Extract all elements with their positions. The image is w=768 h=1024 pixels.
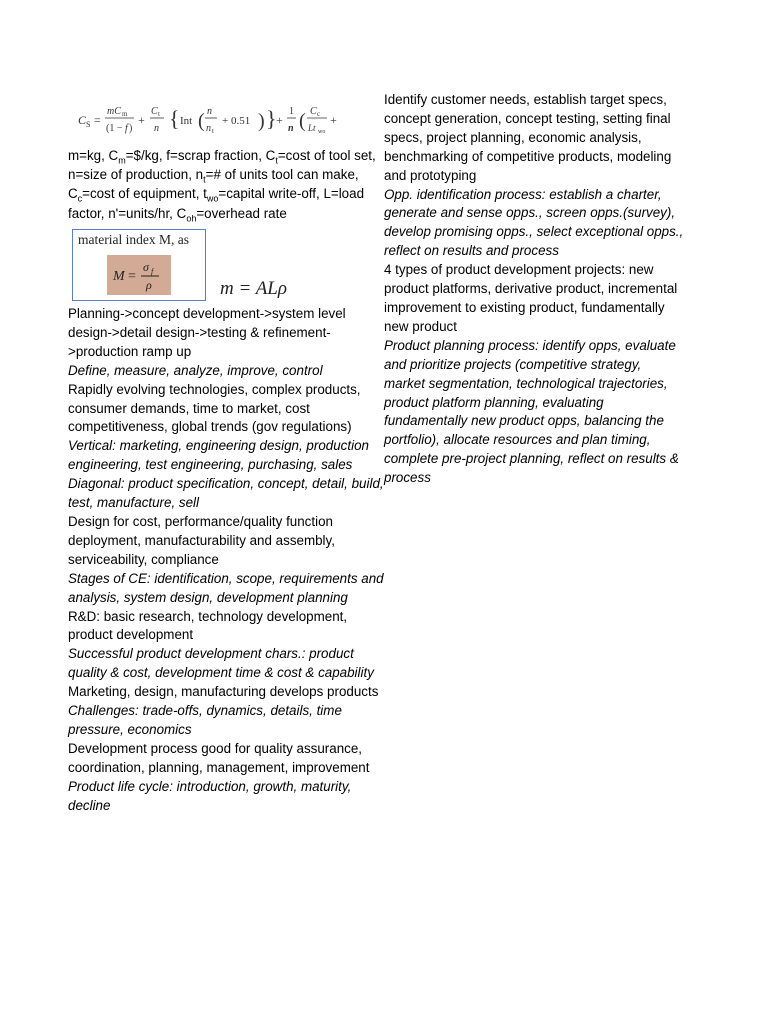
cost-formula-image: [76, 98, 346, 140]
svg-text:σ: σ: [143, 260, 149, 274]
svg-text:C: C: [151, 106, 158, 117]
svg-text:1: 1: [289, 106, 294, 117]
text-paragraph: Vertical: marketing, engineering design, production engineering, test engineering, purchasing, sales: [68, 438, 369, 473]
svg-text:ρ: ρ: [146, 278, 152, 292]
text-paragraph: Design for cost, performance/quality function deployment, manufacturability and assembly, serviceability, compliance: [68, 513, 335, 567]
text-paragraph: Planning->concept development->system level design->detail design->testing & refinement->production ramp up: [68, 306, 346, 359]
svg-text:m: m: [122, 110, 128, 118]
text-paragraph: Opp. identification process: establish a charter, generate and sense opps., screen opps.(survey), develop promising opps., select exceptional opps., reflect on results and process: [384, 186, 684, 259]
text-paragraph: Product life cycle: introduction, growth, maturity, decline: [68, 778, 352, 813]
text-paragraph: Challenges: trade-offs, dynamics, details, time pressure, economics: [68, 703, 342, 737]
formula-notation: m=kg, $C_m=\$/kg$, f=scrap fraction, $C_t=\cos t$ of tool set, n=size of production, $n_t=\#$ of units tool can make, $C_c=\cos t$ of equipment, $t_{wo}=capital$ write-off, L=load factor, n'=units/hr, $C_{oh}=overhead$ rate: [68, 148, 376, 224]
svg-text:(: (: [299, 110, 306, 132]
svg-text:(1 −: (1 −: [106, 123, 123, 134]
svg-text:C: C: [78, 113, 87, 127]
svg-text:+: +: [138, 113, 145, 127]
material-index-title: material index M, as: [78, 232, 189, 247]
svg-text:n: n: [154, 123, 159, 134]
svg-text:}: }: [266, 106, 277, 131]
svg-text:n: n: [288, 123, 294, 134]
text-paragraph: R&D: basic research, technology development, product development: [68, 608, 348, 643]
text-paragraph: Product planning process: identify opps, evaluate and prioritize projects (competitive strategy, market segmentation, technological trajectories, product platform planning, evaluating fundamentally new product opps, balancing the portfolio), allocate resources and plan timing, complete pre-project planning, reflect on results & process: [384, 337, 679, 486]
svg-text:): ): [129, 123, 133, 134]
svg-text:Lt: Lt: [308, 123, 316, 133]
svg-text:n: n: [207, 106, 212, 117]
svg-text:(: (: [198, 110, 205, 132]
text-paragraph: 4 types of product development projects: new product platforms, derivative product, incremental improvement to existing product, fundamentally new product: [384, 262, 678, 334]
text-paragraph: Define, measure, analyze, improve, control: [68, 362, 323, 378]
svg-text:n: n: [206, 123, 211, 134]
text-paragraph: Diagonal: product specification, concept, detail, build, test, manufacture, sell: [68, 476, 384, 511]
svg-text:t: t: [212, 127, 214, 135]
svg-text:+: +: [330, 113, 337, 127]
svg-text:S: S: [86, 120, 91, 129]
svg-text:t: t: [158, 110, 160, 118]
mass-formula: m = ALρ: [220, 278, 287, 299]
svg-text:=: =: [94, 113, 101, 127]
svg-text:M: M: [113, 269, 125, 284]
svg-text:f: f: [151, 267, 154, 276]
svg-text:{: {: [169, 106, 180, 131]
text-paragraph: Stages of CE: identification, scope, requirements and analysis, system design, development planning: [68, 570, 384, 605]
svg-text:+ 0.51: + 0.51: [222, 115, 251, 127]
left-column: [68, 305, 386, 815]
svg-text:=: =: [128, 269, 136, 284]
svg-text:Int: Int: [180, 115, 193, 127]
material-index-box: [72, 229, 206, 301]
svg-text:wo: wo: [318, 129, 326, 135]
text-paragraph: Marketing, design, manufacturing develops products: [68, 684, 379, 700]
svg-text:+: +: [276, 113, 283, 127]
text-paragraph: Rapidly evolving technologies, complex products, consumer demands, time to market, cost competitiveness, global trends (gov regulations): [68, 381, 361, 435]
svg-text:f: f: [125, 123, 128, 134]
material-index-formula: [107, 255, 171, 295]
svg-text:mC: mC: [107, 106, 121, 117]
svg-text:c: c: [317, 110, 321, 118]
svg-text:C: C: [310, 106, 317, 117]
text-paragraph: Successful product development chars.: product quality & cost, development time & cost & capability: [68, 646, 374, 681]
text-paragraph: Development process good for quality assurance, coordination, planning, management, improvement: [68, 740, 370, 775]
text-paragraph: Identify customer needs, establish target specs, concept generation, concept testing, setting final specs, project planning, economic analysis, benchmarking of competitive products, modeling and prototyping: [384, 92, 672, 183]
svg-text:): ): [258, 110, 265, 132]
right-column: [384, 91, 684, 488]
